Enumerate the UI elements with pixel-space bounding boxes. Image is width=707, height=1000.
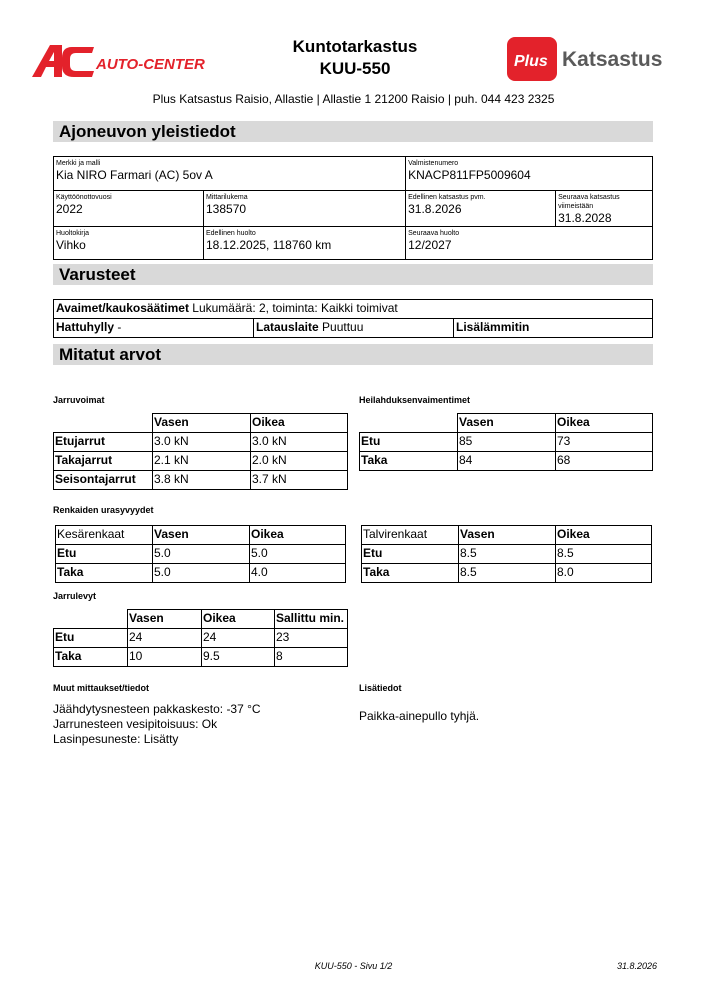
- make-label: Merkki ja malli: [56, 160, 101, 167]
- tire-depth-title: Renkaiden urasyvyydet: [53, 505, 154, 515]
- keys-label: Avaimet/kaukosäätimet: [56, 301, 189, 315]
- next-service-value: 12/2027: [408, 238, 452, 252]
- winter-header-right: Oikea: [556, 526, 652, 545]
- next-inspection-value: 31.8.2028: [558, 211, 612, 225]
- brake-force-title: Jarruvoimat: [53, 395, 105, 405]
- brake-row-label: Takajarrut: [54, 452, 153, 471]
- disc-row-min: 23: [275, 629, 348, 648]
- winter-row-left: 8.5: [459, 545, 556, 564]
- auto-center-logo: [32, 42, 212, 82]
- brake-header-left: Vasen: [153, 414, 251, 433]
- service-book-value: Vihko: [56, 238, 86, 252]
- table-row: [54, 629, 348, 648]
- winter-row-right: 8.0: [556, 564, 652, 583]
- make-value: Kia NIRO Farmari (AC) 5ov A: [56, 168, 213, 182]
- winter-tires-table: [361, 525, 652, 583]
- prev-service-label: Edellinen huolto: [206, 230, 256, 237]
- shock-absorbers-title: Heilahduksenvaimentimet: [359, 395, 471, 405]
- disc-row-label: Etu: [54, 629, 128, 648]
- next-service-label: Seuraava huolto: [408, 230, 460, 237]
- footer-page-number: KUU-550 - Sivu 1/2: [314, 961, 393, 971]
- winter-row-right: 8.5: [556, 545, 652, 564]
- shock-absorbers-table: [359, 413, 653, 471]
- prev-service-value: 18.12.2025, 118760 km: [206, 238, 332, 252]
- table-row: [360, 452, 653, 471]
- table-row: [54, 452, 348, 471]
- service-book-cell: [54, 227, 204, 260]
- charger-label: Latauslaite: [256, 320, 319, 334]
- shock-header-right: Oikea: [556, 414, 653, 433]
- prev-inspection-value: 31.8.2026: [408, 202, 462, 216]
- list-item: Jarrunesteen vesipitoisuus: Ok: [53, 717, 218, 731]
- brake-header-right: Oikea: [251, 414, 348, 433]
- section-measured-heading: Mitatut arvot: [53, 344, 653, 365]
- brake-row-right: 2.0 kN: [251, 452, 348, 471]
- shock-header-empty: [360, 414, 458, 433]
- plus-logo-text: Plus: [514, 53, 548, 70]
- table-row: [362, 564, 652, 583]
- table-row: [362, 545, 652, 564]
- shock-row-left: 85: [458, 433, 556, 452]
- shock-row-right: 73: [556, 433, 653, 452]
- odometer-cell: [204, 191, 406, 227]
- disc-row-label: Taka: [54, 648, 128, 667]
- disc-header-left: Vasen: [128, 610, 202, 629]
- vin-value: KNACP811FP5009604: [408, 168, 531, 182]
- title-line-1: Kuntotarkastus: [292, 37, 418, 56]
- table-row: [360, 433, 653, 452]
- shock-row-label: Etu: [360, 433, 458, 452]
- summer-row-label: Etu: [56, 545, 153, 564]
- brake-row-right: 3.0 kN: [251, 433, 348, 452]
- footer-date: 31.8.2026: [616, 961, 657, 971]
- winter-row-left: 8.5: [459, 564, 556, 583]
- extra-info-text: Paikka-ainepullo tyhjä.: [359, 709, 480, 723]
- katsastus-logo-text: Katsastus: [562, 48, 663, 71]
- heater-label: Lisälämmitin: [456, 320, 530, 334]
- disc-row-left: 10: [128, 648, 202, 667]
- prev-inspection-label: Edellinen katsastus pvm.: [408, 194, 486, 201]
- table-row: [54, 433, 348, 452]
- keys-cell: [54, 300, 653, 319]
- brake-row-label: Etujarrut: [54, 433, 153, 452]
- table-row: [54, 648, 348, 667]
- shock-header-left: Vasen: [458, 414, 556, 433]
- brake-row-right: 3.7 kN: [251, 471, 348, 490]
- other-measurements-list: [53, 702, 261, 747]
- winter-tires-type: Talvirenkaat: [362, 526, 459, 545]
- disc-row-min: 8: [275, 648, 348, 667]
- heater-cell: [454, 319, 653, 338]
- section-general-heading: Ajoneuvon yleistiedot: [53, 121, 653, 142]
- title-line-2: KUU-550: [319, 59, 391, 78]
- brake-discs-table: [53, 609, 348, 667]
- year-cell: [54, 191, 204, 227]
- equipment-table: [53, 299, 653, 338]
- prev-service-cell: [204, 227, 406, 260]
- service-book-label: Huoltokirja: [56, 230, 90, 237]
- year-label: Käyttöönottovuosi: [56, 194, 112, 201]
- vehicle-info-table: [53, 156, 653, 260]
- winter-row-label: Etu: [362, 545, 459, 564]
- disc-header-empty: [54, 610, 128, 629]
- brake-discs-title: Jarrulevyt: [53, 591, 97, 601]
- year-value: 2022: [56, 202, 83, 216]
- summer-row-right: 5.0: [250, 545, 346, 564]
- brake-row-left: 2.1 kN: [153, 452, 251, 471]
- vin-cell: [406, 157, 653, 191]
- next-service-cell: [406, 227, 653, 260]
- prev-inspection-cell: [406, 191, 556, 227]
- station-address: Plus Katsastus Raisio, Allastie | Allastie 1 21200 Raisio | puh. 044 423 2325: [152, 92, 555, 106]
- winter-header-left: Vasen: [459, 526, 556, 545]
- summer-row-left: 5.0: [153, 564, 250, 583]
- table-row: [56, 545, 346, 564]
- brake-row-left: 3.0 kN: [153, 433, 251, 452]
- brake-row-left: 3.8 kN: [153, 471, 251, 490]
- plus-katsastus-logo: [506, 36, 672, 82]
- section-equipment-heading: Varusteet: [53, 264, 653, 285]
- charger-value: Puuttuu: [318, 320, 364, 334]
- summer-tires-type: Kesärenkaat: [56, 526, 153, 545]
- winter-row-label: Taka: [362, 564, 459, 583]
- document-title: [230, 36, 480, 80]
- extra-info-title: Lisätiedot: [359, 683, 402, 693]
- list-item: Jäähdytysnesteen pakkaskesto: -37 °C: [53, 702, 261, 716]
- disc-row-right: 24: [202, 629, 275, 648]
- next-inspection-cell: [556, 191, 653, 227]
- odometer-label: Mittarilukema: [206, 194, 248, 201]
- auto-center-logo-text: AUTO-CENTER: [96, 56, 205, 73]
- hat-shelf-label: Hattuhylly: [56, 320, 115, 334]
- summer-tires-table: [55, 525, 346, 583]
- disc-header-right: Oikea: [202, 610, 275, 629]
- shock-row-label: Taka: [360, 452, 458, 471]
- summer-row-right: 4.0: [250, 564, 346, 583]
- hat-shelf-cell: [54, 319, 254, 338]
- other-measurements-title: Muut mittaukset/tiedot: [53, 683, 149, 693]
- summer-header-right: Oikea: [250, 526, 346, 545]
- next-inspection-label: Seuraava katsastus viimeistään: [558, 194, 620, 210]
- keys-value: Lukumäärä: 2, toiminta: Kaikki toimivat: [188, 301, 398, 315]
- brake-row-label: Seisontajarrut: [54, 471, 153, 490]
- brake-force-table: [53, 413, 348, 490]
- table-row: [56, 564, 346, 583]
- summer-header-left: Vasen: [153, 526, 250, 545]
- shock-row-right: 68: [556, 452, 653, 471]
- summer-row-left: 5.0: [153, 545, 250, 564]
- make-cell: [54, 157, 406, 191]
- brake-header-empty: [54, 414, 153, 433]
- disc-row-right: 9.5: [202, 648, 275, 667]
- shock-row-left: 84: [458, 452, 556, 471]
- summer-row-label: Taka: [56, 564, 153, 583]
- disc-header-min: Sallittu min.: [275, 610, 348, 629]
- disc-row-left: 24: [128, 629, 202, 648]
- list-item: Lasinpesuneste: Lisätty: [53, 732, 179, 746]
- vin-label: Valmistenumero: [408, 160, 459, 167]
- table-row: [54, 471, 348, 490]
- odometer-value: 138570: [206, 202, 247, 216]
- charger-cell: [254, 319, 454, 338]
- hat-shelf-value: -: [114, 320, 122, 334]
